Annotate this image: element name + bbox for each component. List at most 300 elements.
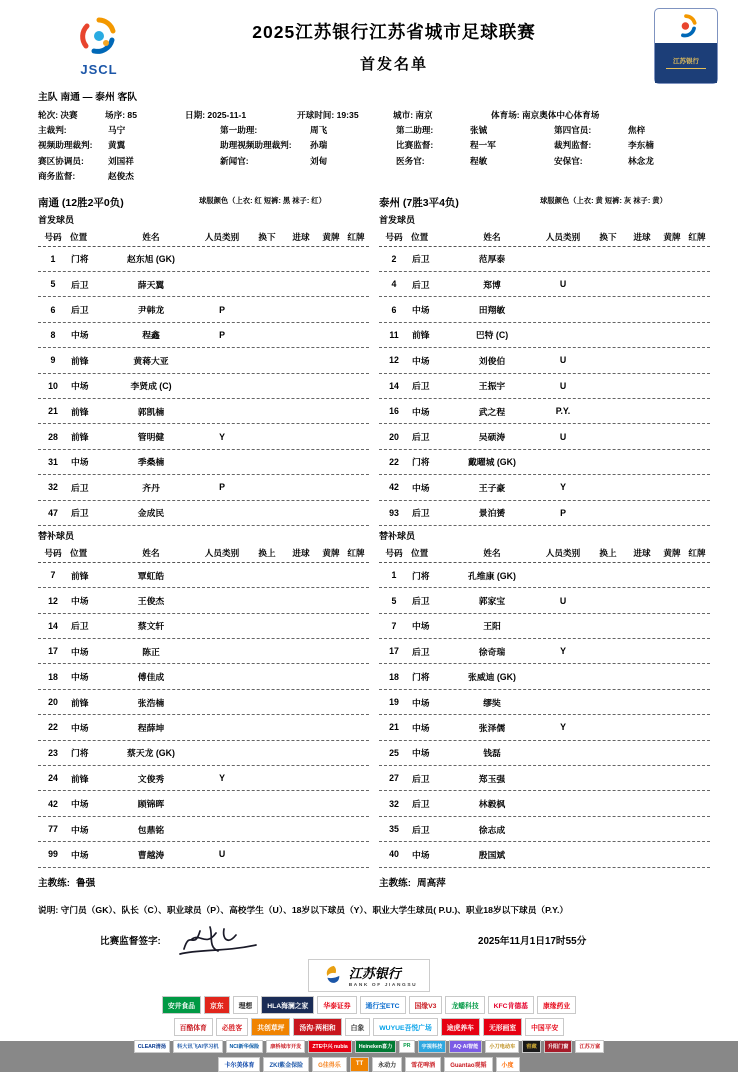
player-number: 24 [48, 773, 58, 784]
player-row [38, 588, 369, 613]
column-header: 人员类别 [204, 548, 240, 559]
player-number: 17 [389, 646, 399, 657]
official-role-label: 赛区协调员: [38, 155, 84, 166]
column-header: 红牌 [688, 232, 706, 243]
player-number: 20 [389, 431, 399, 442]
column-header: 红牌 [347, 548, 365, 559]
sponsor-logo: TT [350, 1057, 369, 1072]
table-header-row [38, 545, 369, 563]
subs-title: 替补球员 [379, 530, 416, 541]
column-header: 姓名 [483, 232, 501, 243]
column-header: 换下 [258, 232, 276, 243]
player-position: 中场 [71, 799, 89, 810]
column-header: 号码 [385, 548, 403, 559]
player-name: 王子豪 [478, 482, 506, 493]
player-row [38, 766, 369, 791]
sponsor-logo: 京东 [204, 996, 230, 1014]
sponsor-logo: 永动力 [372, 1057, 402, 1072]
sponsor-logo: 理想 [233, 996, 259, 1014]
player-name: 王俊杰 [137, 596, 165, 606]
supervisor-signature [176, 921, 262, 959]
player-position: 中场 [71, 646, 89, 657]
player-name: 管明健 [137, 432, 165, 443]
bank-of-jiangsu-icon [321, 964, 343, 986]
player-position: 后卫 [412, 773, 430, 784]
starters-title: 首发球员 [38, 214, 75, 225]
sponsor-logo: CLEAR清扬 [134, 1040, 170, 1053]
player-name: 文俊秀 [137, 773, 165, 784]
player-position: 前锋 [71, 355, 89, 366]
player-row [379, 348, 710, 373]
player-position: 中场 [71, 381, 89, 392]
column-header: 位置 [411, 232, 429, 243]
player-number: 6 [391, 304, 397, 315]
player-name: 李贤成 (C) [130, 381, 172, 392]
player-name: 范厚泰 [478, 254, 506, 265]
player-name: 郑博 [483, 279, 501, 290]
player-position: 后卫 [412, 279, 430, 290]
bank-badge [654, 8, 718, 84]
player-row [38, 791, 369, 816]
player-number: 12 [48, 595, 58, 606]
player-category: U [559, 380, 567, 391]
player-position: 中场 [412, 697, 430, 708]
column-header: 位置 [70, 232, 88, 243]
player-number: 40 [389, 849, 399, 860]
sponsor-logo: 雪花啤酒 [405, 1057, 441, 1072]
player-name: 徐奇瑞 [478, 646, 506, 657]
sponsor-logo: WUYUE吾悦广场 [373, 1018, 438, 1036]
player-name: 郑玉强 [478, 773, 506, 784]
official-name: 程一军 [470, 140, 496, 151]
column-header: 红牌 [347, 232, 365, 243]
official-name [470, 169, 554, 184]
badge-league-icon [655, 9, 717, 43]
player-row [38, 450, 369, 475]
player-row [379, 715, 710, 740]
column-header: 位置 [411, 548, 429, 559]
player-category: Y [560, 646, 566, 657]
official-name: 刘甸 [310, 155, 328, 166]
player-position: 前锋 [71, 697, 89, 708]
sponsor-logo: 途虎养车 [441, 1018, 480, 1036]
player-name: 吴硕涛 [478, 432, 506, 443]
sponsor-logo: HLA海澜之家 [261, 996, 314, 1014]
starters-title: 首发球员 [379, 214, 416, 225]
player-row [379, 450, 710, 475]
player-row [379, 399, 710, 424]
title-block [134, 19, 654, 74]
player-number: 9 [50, 355, 56, 366]
lineup-tables [0, 185, 738, 889]
official-role-label: 裁判监督: [554, 140, 592, 151]
player-row [38, 817, 369, 842]
player-row [379, 766, 710, 791]
legend-note: 说明: 守门员（GK）、队长（C）、职业球员（P）、高校学生（U）、18岁以下球员（Y）、职业大学生球员( P.U.)、职业18岁以下球员（P.Y.） [38, 904, 569, 915]
player-name: 黄蒋大亚 [133, 355, 169, 366]
player-name: 陈正 [142, 646, 160, 657]
league-logo [64, 16, 134, 77]
team-column [38, 185, 369, 889]
player-name: 钱磊 [483, 748, 501, 759]
player-row [38, 614, 369, 639]
player-position: 中场 [412, 849, 430, 860]
column-header: 姓名 [142, 548, 160, 559]
player-position: 门将 [412, 457, 430, 468]
player-category: U [559, 355, 567, 366]
player-name: 田翔敏 [478, 305, 506, 316]
player-number: 32 [48, 482, 58, 493]
official-role-label: 主裁判: [38, 125, 67, 135]
player-number: 12 [389, 355, 399, 366]
coach-label: 主教练: [38, 877, 70, 889]
sponsor-logo: 科大讯飞AI学习机 [173, 1040, 223, 1053]
official-role-label [220, 169, 310, 184]
official-name: 李东楠 [628, 140, 654, 151]
player-position: 后卫 [412, 596, 430, 606]
player-name: 包鼎铭 [137, 824, 165, 835]
player-category: U [559, 279, 567, 290]
column-header: 号码 [44, 548, 62, 559]
player-name: 缪奘 [483, 697, 501, 708]
player-position: 中场 [412, 722, 430, 733]
player-number: 2 [391, 253, 397, 264]
team-header [379, 193, 710, 210]
player-row [379, 501, 710, 526]
official-name [310, 169, 396, 184]
player-number: 5 [50, 279, 56, 290]
player-name: 武之程 [478, 406, 506, 417]
sponsor-logo: 百酷体育 [174, 1018, 213, 1036]
sponsor-logo: 小度 [496, 1057, 520, 1072]
match-info-item: 开球时间: 19:35 [297, 110, 359, 120]
sponsor-logo: 华泰证券 [317, 996, 356, 1014]
team-header [38, 193, 369, 210]
player-position: 后卫 [412, 381, 430, 392]
player-name: 薛天翼 [137, 279, 165, 290]
sponsor-logo: AQ·AI智能 [449, 1040, 482, 1053]
column-header: 人员类别 [204, 232, 240, 243]
player-category: P [219, 482, 225, 493]
column-header: 进球 [292, 232, 310, 243]
column-header: 人员类别 [545, 232, 581, 243]
official-name [628, 169, 708, 184]
player-number: 42 [48, 798, 58, 809]
player-name: 郭家宝 [478, 596, 506, 606]
match-info-item: 城市: 南京 [393, 110, 433, 120]
player-row [38, 348, 369, 373]
player-name: 顾锦晖 [137, 799, 165, 810]
official-role-label [396, 169, 470, 184]
player-position: 后卫 [71, 508, 89, 519]
player-row [379, 424, 710, 449]
player-row [38, 563, 369, 588]
player-number: 32 [389, 798, 399, 809]
page-header [0, 0, 738, 82]
player-number: 7 [50, 570, 56, 581]
sponsor-logo: 小刀电动车 [485, 1040, 519, 1053]
player-category: Y [219, 431, 225, 442]
sponsor-logo: NCI新华保险 [226, 1040, 264, 1053]
player-position: 中场 [71, 849, 89, 860]
player-row [38, 501, 369, 526]
subs-title: 替补球员 [38, 530, 75, 541]
sponsor-logo: 升阳门窗 [544, 1040, 573, 1053]
player-category: U [559, 595, 567, 606]
player-position: 中场 [71, 672, 89, 683]
player-row [379, 614, 710, 639]
column-header: 姓名 [142, 232, 160, 243]
official-role-label: 第四官员: [554, 125, 592, 135]
player-name: 林毅枫 [478, 799, 506, 810]
player-number: 18 [48, 671, 58, 682]
player-position: 后卫 [71, 621, 89, 632]
player-name: 景泊赟 [478, 508, 506, 519]
player-position: 中场 [412, 621, 430, 632]
coach-name: 鲁强 [75, 877, 96, 889]
player-category: U [218, 849, 226, 860]
sponsor-logo: ZKI紫金保险 [263, 1057, 309, 1072]
player-position: 中场 [71, 824, 89, 835]
player-name: 蔡天龙 (GK) [127, 748, 175, 759]
player-name: 刘俊伯 [478, 355, 506, 366]
official-name: 焦梓 [628, 125, 646, 135]
player-position: 中场 [412, 748, 430, 759]
official-role-label [554, 169, 628, 184]
player-row [38, 399, 369, 424]
sponsor-row [0, 996, 738, 1014]
column-header: 人员类别 [545, 548, 581, 559]
player-position: 中场 [412, 406, 430, 417]
sponsor-logo: 汤沟·两相和 [293, 1018, 341, 1036]
player-name: 张泽儒 [478, 722, 506, 733]
sponsor-logo: 白象 [345, 1018, 371, 1036]
column-header: 黄牌 [322, 232, 340, 243]
player-name: 金成民 [137, 508, 165, 519]
player-row [379, 690, 710, 715]
player-position: 后卫 [412, 824, 430, 835]
player-name: 孔维康 (GK) [468, 570, 516, 581]
player-position: 中场 [412, 355, 430, 366]
player-number: 8 [50, 329, 56, 340]
coach-name: 周高萍 [416, 877, 446, 889]
player-row [379, 664, 710, 689]
sponsor-logo: 窖藏 [522, 1040, 540, 1053]
official-role-label: 比赛监督: [396, 140, 434, 151]
officials-grid [38, 123, 708, 185]
column-header: 进球 [633, 548, 651, 559]
column-header: 黄牌 [322, 548, 340, 559]
column-header: 进球 [292, 548, 310, 559]
player-number: 11 [389, 329, 399, 340]
sponsor-logo: 卡尔美体育 [218, 1057, 260, 1072]
sponsor-logo: 龙蟠科技 [445, 996, 484, 1014]
sponsor-logo: 必胜客 [216, 1018, 248, 1036]
player-position: 后卫 [412, 432, 430, 443]
player-number: 6 [50, 304, 56, 315]
bank-name-cn: 江苏银行 [348, 966, 401, 982]
player-number: 14 [48, 620, 58, 631]
player-number: 16 [389, 406, 399, 417]
player-number: 22 [389, 456, 399, 467]
player-number: 20 [48, 697, 58, 708]
official-name: 程敏 [470, 155, 488, 166]
player-number: 47 [48, 507, 58, 518]
sponsor-logo: KFC肯德基 [488, 996, 534, 1014]
player-position: 门将 [412, 672, 430, 683]
player-name: 程鑫 [142, 330, 160, 341]
matchup-line: 主队 南通 — 泰州 客队 [38, 92, 138, 103]
player-name: 殷国斌 [478, 849, 506, 860]
official-role-label: 医务官: [396, 155, 425, 166]
sponsor-logo: 无形画室 [483, 1018, 522, 1036]
player-position: 前锋 [71, 570, 89, 581]
team-name: 南通 (12胜2平0负) [38, 196, 124, 209]
player-row [379, 817, 710, 842]
column-header: 黄牌 [663, 232, 681, 243]
column-header: 号码 [44, 232, 62, 243]
player-row [379, 297, 710, 322]
sponsor-logo: 康缘药业 [537, 996, 576, 1014]
player-name: 蔡文轩 [137, 621, 165, 632]
official-name: 赵俊杰 [108, 171, 134, 182]
sponsor-logos [0, 996, 738, 1072]
player-row [38, 842, 369, 867]
sponsor-row [0, 1018, 738, 1036]
official-name: 林念龙 [628, 155, 654, 166]
player-position: 前锋 [71, 773, 89, 784]
sponsor-logo: 中国平安 [525, 1018, 564, 1036]
player-category: Y [560, 722, 566, 733]
player-row [38, 424, 369, 449]
match-info-item: 体育场: 南京奥体中心体育场 [491, 110, 600, 120]
player-row [379, 374, 710, 399]
sponsor-logo: 共创草坪 [251, 1018, 290, 1036]
player-row [379, 272, 710, 297]
player-category: U [559, 431, 567, 442]
player-row [38, 741, 369, 766]
player-position: 后卫 [71, 305, 89, 316]
player-row [379, 842, 710, 867]
player-row [38, 272, 369, 297]
player-position: 前锋 [71, 406, 89, 417]
team-column [379, 185, 710, 889]
column-header: 位置 [70, 548, 88, 559]
player-row [38, 247, 369, 272]
player-row [379, 563, 710, 588]
player-number: 28 [48, 431, 58, 442]
sponsor-row [0, 1040, 738, 1053]
player-position: 门将 [412, 570, 430, 581]
team-name: 泰州 (7胜3平4负) [379, 196, 459, 209]
player-position: 后卫 [412, 799, 430, 810]
player-position: 中场 [71, 722, 89, 733]
player-row [38, 639, 369, 664]
signature-row [0, 923, 738, 957]
player-row [379, 475, 710, 500]
player-number: 99 [48, 849, 58, 860]
badge-bank-name: 江苏银行 [655, 43, 717, 83]
player-category: P [219, 304, 225, 315]
player-row [379, 639, 710, 664]
bank-logo-block [0, 959, 738, 992]
column-header: 红牌 [688, 548, 706, 559]
official-name: 孙瑞 [310, 140, 328, 151]
player-row [38, 664, 369, 689]
player-row [38, 374, 369, 399]
player-number: 17 [48, 646, 58, 657]
column-header: 号码 [385, 232, 403, 243]
match-info-item: 场序: 85 [105, 110, 137, 120]
player-name: 郭凯楠 [137, 406, 165, 417]
player-number: 21 [389, 722, 399, 733]
player-name: 傅佳成 [137, 672, 165, 683]
player-name: 王阳 [483, 621, 501, 632]
player-row [379, 323, 710, 348]
player-number: 25 [389, 747, 399, 758]
match-info-item: 日期: 2025-11-1 [185, 110, 247, 120]
official-role-label: 助理视频助理裁判: [220, 140, 292, 151]
head-coach-line [38, 875, 369, 889]
player-name: 齐丹 [142, 482, 160, 493]
player-number: 1 [50, 253, 56, 264]
official-role-label: 安保官: [554, 155, 583, 166]
column-header: 换下 [599, 232, 617, 243]
sponsor-logo: 宇视科技 [418, 1040, 447, 1053]
sponsor-logo: 国缘V3 [409, 996, 443, 1014]
official-name: 刘国祥 [108, 155, 134, 166]
column-header: 换上 [258, 548, 276, 559]
jscl-logo-text: JSCL [80, 61, 118, 77]
player-row [38, 690, 369, 715]
sponsor-logo: G佳得乐 [312, 1057, 347, 1072]
player-row [38, 475, 369, 500]
player-number: 23 [48, 747, 58, 758]
player-number: 18 [389, 671, 399, 682]
player-position: 前锋 [71, 432, 89, 443]
player-number: 10 [48, 380, 58, 391]
sponsor-logo: PR [399, 1040, 414, 1053]
match-info-item: 轮次: 决赛 [38, 110, 78, 120]
player-position: 前锋 [412, 330, 430, 341]
player-category: P [219, 329, 225, 340]
player-position: 后卫 [71, 482, 89, 493]
player-position: 中场 [412, 305, 430, 316]
player-position: 后卫 [412, 508, 430, 519]
head-coach-line [379, 875, 710, 889]
player-name: 巴特 (C) [475, 330, 509, 341]
signoff-datetime: 2025年11月1日17时55分 [478, 935, 587, 947]
player-category: Y [560, 482, 566, 493]
player-position: 中场 [71, 330, 89, 341]
player-number: 31 [48, 456, 58, 467]
page-subtitle: 首发名单 [359, 55, 428, 73]
player-category: P.Y. [555, 406, 571, 417]
column-header: 进球 [633, 232, 651, 243]
jscl-logo-icon [78, 16, 120, 56]
official-role-label: 商务监督: [38, 171, 76, 182]
sponsor-logo: 江苏万富 [575, 1040, 604, 1053]
official-name: 黄翼 [108, 140, 126, 151]
player-number: 77 [48, 824, 58, 835]
player-number: 4 [391, 279, 397, 290]
player-number: 1 [391, 570, 397, 581]
kit-colors: 球服颜色（上衣: 黄 短裤: 灰 袜子: 黄） [540, 195, 667, 205]
player-name: 张浩楠 [137, 697, 165, 708]
table-header-row [379, 545, 710, 563]
official-role-label: 第二助理: [396, 125, 434, 135]
player-number: 27 [389, 773, 399, 784]
